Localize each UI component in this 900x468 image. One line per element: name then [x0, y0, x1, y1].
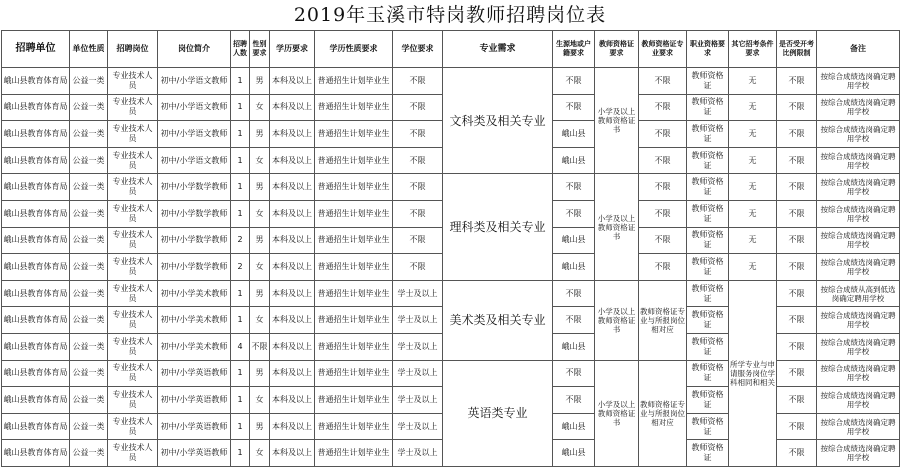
cell-remark: 按综合成绩选岗确定聘用学校	[817, 200, 900, 227]
cell-unit: 峨山县教育体育局	[2, 200, 70, 227]
cell-remark: 按综合成绩选岗确定聘用学校	[817, 307, 900, 334]
cell-cert-major: 不限	[639, 254, 687, 281]
cell-origin: 不限	[553, 200, 595, 227]
cell-post: 专业技术人员	[108, 200, 158, 227]
cell-title-req: 教师资格证	[687, 387, 729, 414]
cell-gender: 女	[250, 387, 270, 414]
cell-post: 专业技术人员	[108, 174, 158, 201]
cell-count: 1	[231, 121, 250, 148]
cell-degree: 学士及以上	[393, 307, 443, 334]
cell-other: 无	[729, 94, 777, 121]
cell-remark: 按综合成绩选岗确定聘用学校	[817, 440, 900, 467]
cell-intro: 初中/小学语文教师	[158, 121, 231, 148]
cell-remark: 按综合成绩选岗确定聘用学校	[817, 174, 900, 201]
cell-unit: 峨山县教育体育局	[2, 227, 70, 254]
cell-nature: 公益一类	[70, 227, 108, 254]
cell-edu: 本科及以上	[270, 94, 315, 121]
cell-ratio: 不限	[777, 440, 817, 467]
cell-ratio: 不限	[777, 280, 817, 307]
cell-unit: 峨山县教育体育局	[2, 68, 70, 95]
cell-count: 1	[231, 174, 250, 201]
cell-origin: 峨山县	[553, 147, 595, 174]
cell-gender: 男	[250, 280, 270, 307]
cell-degree: 不限	[393, 174, 443, 201]
cell-nature: 公益一类	[70, 68, 108, 95]
page-title: 2019年玉溪市特岗教师招聘岗位表	[293, 4, 607, 26]
cell-unit: 峨山县教育体育局	[2, 360, 70, 387]
header-title-req: 职业资格要求	[687, 31, 729, 68]
cell-edu-req: 普通招生计划毕业生	[315, 333, 393, 360]
cell-cert-major: 教师资格证专业与所报岗位相对应	[639, 360, 687, 466]
cell-nature: 公益一类	[70, 413, 108, 440]
cell-origin: 不限	[553, 94, 595, 121]
header-intro: 岗位简介	[158, 31, 231, 68]
cell-title-req: 教师资格证	[687, 413, 729, 440]
cell-title-req: 教师资格证	[687, 280, 729, 307]
cell-edu-req: 普通招生计划毕业生	[315, 121, 393, 148]
cell-post: 专业技术人员	[108, 333, 158, 360]
cell-origin: 峨山县	[553, 121, 595, 148]
cell-origin: 峨山县	[553, 413, 595, 440]
cell-post: 专业技术人员	[108, 280, 158, 307]
cell-other: 无	[729, 254, 777, 281]
cell-other: 无	[729, 227, 777, 254]
cell-post: 专业技术人员	[108, 360, 158, 387]
cell-major: 美术类及相关专业	[443, 280, 553, 360]
cell-degree: 学士及以上	[393, 440, 443, 467]
cell-intro: 初中/小学数学教师	[158, 254, 231, 281]
cell-edu: 本科及以上	[270, 440, 315, 467]
cell-title-req: 教师资格证	[687, 333, 729, 360]
cell-degree: 不限	[393, 94, 443, 121]
cell-edu-req: 普通招生计划毕业生	[315, 387, 393, 414]
cell-post: 专业技术人员	[108, 94, 158, 121]
cell-gender: 男	[250, 227, 270, 254]
header-unit: 招聘单位	[2, 31, 70, 68]
cell-origin: 不限	[553, 387, 595, 414]
cell-cert-major: 不限	[639, 227, 687, 254]
cell-other: 无	[729, 121, 777, 148]
cell-major: 文科类及相关专业	[443, 68, 553, 174]
cell-nature: 公益一类	[70, 94, 108, 121]
cell-unit: 峨山县教育体育局	[2, 387, 70, 414]
cell-title-req: 教师资格证	[687, 440, 729, 467]
cell-title-req: 教师资格证	[687, 68, 729, 95]
cell-edu-req: 普通招生计划毕业生	[315, 440, 393, 467]
cell-ratio: 不限	[777, 94, 817, 121]
cell-origin: 峨山县	[553, 333, 595, 360]
cell-ratio: 不限	[777, 68, 817, 95]
cell-ratio: 不限	[777, 413, 817, 440]
cell-nature: 公益一类	[70, 333, 108, 360]
cell-ratio: 不限	[777, 307, 817, 334]
cell-degree: 不限	[393, 121, 443, 148]
cell-edu-req: 普通招生计划毕业生	[315, 174, 393, 201]
cell-gender: 女	[250, 200, 270, 227]
cell-remark: 按综合成绩选岗确定聘用学校	[817, 94, 900, 121]
cell-unit: 峨山县教育体育局	[2, 94, 70, 121]
cell-intro: 初中/小学美术教师	[158, 307, 231, 334]
cell-nature: 公益一类	[70, 440, 108, 467]
cell-edu-req: 普通招生计划毕业生	[315, 147, 393, 174]
cell-cert: 小学及以上教师资格证书	[595, 360, 639, 466]
cell-cert: 小学及以上教师资格证书	[595, 68, 639, 174]
cell-edu-req: 普通招生计划毕业生	[315, 68, 393, 95]
cell-intro: 初中/小学英语教师	[158, 413, 231, 440]
cell-gender: 女	[250, 307, 270, 334]
cell-degree: 学士及以上	[393, 333, 443, 360]
cell-title-req: 教师资格证	[687, 94, 729, 121]
header-cert-major: 教师资格证专业要求	[639, 31, 687, 68]
cell-count: 4	[231, 333, 250, 360]
cell-other: 无	[729, 147, 777, 174]
table-row	[2, 174, 900, 201]
cell-unit: 峨山县教育体育局	[2, 440, 70, 467]
cell-cert-major: 不限	[639, 200, 687, 227]
cell-nature: 公益一类	[70, 387, 108, 414]
header-other: 其它招考条件要求	[729, 31, 777, 68]
cell-origin: 不限	[553, 174, 595, 201]
cell-ratio: 不限	[777, 200, 817, 227]
header-nature: 单位性质	[70, 31, 108, 68]
cell-remark: 按综合成绩选岗确定聘用学校	[817, 121, 900, 148]
header-row	[2, 31, 900, 68]
cell-count: 1	[231, 200, 250, 227]
cell-other: 无	[729, 200, 777, 227]
cell-unit: 峨山县教育体育局	[2, 254, 70, 281]
cell-gender: 男	[250, 121, 270, 148]
cell-unit: 峨山县教育体育局	[2, 121, 70, 148]
cell-degree: 学士及以上	[393, 280, 443, 307]
cell-title-req: 教师资格证	[687, 360, 729, 387]
cell-remark: 按综合成绩选岗确定聘用学校	[817, 333, 900, 360]
cell-origin: 峨山县	[553, 227, 595, 254]
header-ratio: 是否受开考比例限制	[777, 31, 817, 68]
cell-post: 专业技术人员	[108, 227, 158, 254]
cell-intro: 初中/小学美术教师	[158, 280, 231, 307]
cell-cert-major: 不限	[639, 147, 687, 174]
cell-remark: 按综合成绩选岗确定聘用学校	[817, 387, 900, 414]
cell-intro: 初中/小学英语教师	[158, 360, 231, 387]
cell-remark: 按综合成绩选岗确定聘用学校	[817, 360, 900, 387]
cell-edu: 本科及以上	[270, 307, 315, 334]
header-edu-req: 学历性质要求	[315, 31, 393, 68]
header-remark: 备注	[817, 31, 900, 68]
header-degree: 学位要求	[393, 31, 443, 68]
cell-gender: 女	[250, 254, 270, 281]
cell-edu-req: 普通招生计划毕业生	[315, 254, 393, 281]
cell-cert: 小学及以上教师资格证书	[595, 174, 639, 280]
cell-remark: 按综合成绩从高到低选岗确定聘用学校	[817, 280, 900, 307]
cell-gender: 男	[250, 174, 270, 201]
header-edu: 学历要求	[270, 31, 315, 68]
cell-ratio: 不限	[777, 174, 817, 201]
table-row	[2, 68, 900, 95]
cell-count: 1	[231, 307, 250, 334]
cell-intro: 初中/小学美术教师	[158, 333, 231, 360]
cell-other: 无	[729, 174, 777, 201]
cell-nature: 公益一类	[70, 174, 108, 201]
cell-gender: 女	[250, 94, 270, 121]
cell-edu: 本科及以上	[270, 68, 315, 95]
cell-intro: 初中/小学英语教师	[158, 387, 231, 414]
cell-degree: 不限	[393, 147, 443, 174]
cell-nature: 公益一类	[70, 121, 108, 148]
cell-cert-major: 不限	[639, 174, 687, 201]
cell-remark: 按综合成绩选岗确定聘用学校	[817, 227, 900, 254]
cell-ratio: 不限	[777, 333, 817, 360]
cell-count: 1	[231, 387, 250, 414]
cell-major: 理科类及相关专业	[443, 174, 553, 280]
cell-nature: 公益一类	[70, 307, 108, 334]
header-major: 专业需求	[443, 31, 553, 68]
cell-edu: 本科及以上	[270, 333, 315, 360]
cell-count: 2	[231, 227, 250, 254]
cell-intro: 初中/小学语文教师	[158, 94, 231, 121]
cell-count: 1	[231, 360, 250, 387]
cell-title-req: 教师资格证	[687, 121, 729, 148]
cell-origin: 不限	[553, 307, 595, 334]
header-origin: 生源地或户籍要求	[553, 31, 595, 68]
recruitment-table	[1, 30, 900, 467]
cell-title-req: 教师资格证	[687, 227, 729, 254]
cell-count: 2	[231, 254, 250, 281]
cell-origin: 峨山县	[553, 254, 595, 281]
cell-intro: 初中/小学语文教师	[158, 147, 231, 174]
cell-edu: 本科及以上	[270, 413, 315, 440]
cell-title-req: 教师资格证	[687, 200, 729, 227]
cell-count: 1	[231, 413, 250, 440]
cell-degree: 不限	[393, 68, 443, 95]
cell-cert-major: 不限	[639, 68, 687, 95]
cell-gender: 女	[250, 147, 270, 174]
cell-ratio: 不限	[777, 147, 817, 174]
cell-count: 1	[231, 147, 250, 174]
cell-edu: 本科及以上	[270, 121, 315, 148]
cell-remark: 按综合成绩选岗确定聘用学校	[817, 147, 900, 174]
cell-edu: 本科及以上	[270, 387, 315, 414]
cell-degree: 学士及以上	[393, 387, 443, 414]
cell-ratio: 不限	[777, 121, 817, 148]
cell-gender: 男	[250, 360, 270, 387]
cell-nature: 公益一类	[70, 147, 108, 174]
cell-gender: 男	[250, 413, 270, 440]
cell-other: 无	[729, 68, 777, 95]
cell-title-req: 教师资格证	[687, 307, 729, 334]
table-row	[2, 280, 900, 307]
cell-degree: 学士及以上	[393, 413, 443, 440]
cell-ratio: 不限	[777, 254, 817, 281]
cell-ratio: 不限	[777, 227, 817, 254]
cell-intro: 初中/小学数学教师	[158, 174, 231, 201]
cell-edu: 本科及以上	[270, 360, 315, 387]
cell-cert-major: 教师资格证专业与所报岗位相对应	[639, 280, 687, 360]
cell-edu: 本科及以上	[270, 227, 315, 254]
cell-post: 专业技术人员	[108, 440, 158, 467]
header-gender: 性别要求	[250, 31, 270, 68]
header-post: 招聘岗位	[108, 31, 158, 68]
cell-edu-req: 普通招生计划毕业生	[315, 94, 393, 121]
cell-remark: 按综合成绩选岗确定聘用学校	[817, 254, 900, 281]
cell-cert: 小学及以上教师资格证书	[595, 280, 639, 360]
cell-edu: 本科及以上	[270, 280, 315, 307]
cell-gender: 男	[250, 68, 270, 95]
cell-unit: 峨山县教育体育局	[2, 174, 70, 201]
cell-unit: 峨山县教育体育局	[2, 280, 70, 307]
cell-count: 1	[231, 68, 250, 95]
cell-intro: 初中/小学英语教师	[158, 440, 231, 467]
cell-count: 1	[231, 94, 250, 121]
cell-cert-major: 不限	[639, 121, 687, 148]
cell-cert-major: 不限	[639, 94, 687, 121]
cell-nature: 公益一类	[70, 254, 108, 281]
cell-post: 专业技术人员	[108, 121, 158, 148]
cell-edu-req: 普通招生计划毕业生	[315, 360, 393, 387]
cell-unit: 峨山县教育体育局	[2, 333, 70, 360]
cell-remark: 按综合成绩选岗确定聘用学校	[817, 413, 900, 440]
cell-edu-req: 普通招生计划毕业生	[315, 307, 393, 334]
cell-post: 专业技术人员	[108, 254, 158, 281]
cell-intro: 初中/小学语文教师	[158, 68, 231, 95]
cell-count: 1	[231, 440, 250, 467]
cell-origin: 不限	[553, 68, 595, 95]
cell-nature: 公益一类	[70, 200, 108, 227]
cell-edu-req: 普通招生计划毕业生	[315, 227, 393, 254]
cell-major: 英语类专业	[443, 360, 553, 466]
cell-degree: 不限	[393, 200, 443, 227]
cell-other: 所学专业与申请服务岗位学科相同和相关	[729, 280, 777, 466]
cell-origin: 峨山县	[553, 440, 595, 467]
cell-intro: 初中/小学数学教师	[158, 200, 231, 227]
cell-intro: 初中/小学数学教师	[158, 227, 231, 254]
cell-edu: 本科及以上	[270, 254, 315, 281]
cell-unit: 峨山县教育体育局	[2, 307, 70, 334]
cell-origin: 不限	[553, 280, 595, 307]
cell-unit: 峨山县教育体育局	[2, 413, 70, 440]
cell-title-req: 教师资格证	[687, 147, 729, 174]
cell-edu-req: 普通招生计划毕业生	[315, 413, 393, 440]
cell-edu-req: 普通招生计划毕业生	[315, 200, 393, 227]
cell-remark: 按综合成绩选岗确定聘用学校	[817, 68, 900, 95]
cell-unit: 峨山县教育体育局	[2, 147, 70, 174]
cell-edu: 本科及以上	[270, 174, 315, 201]
cell-nature: 公益一类	[70, 280, 108, 307]
cell-post: 专业技术人员	[108, 413, 158, 440]
cell-gender: 不限	[250, 333, 270, 360]
cell-edu-req: 普通招生计划毕业生	[315, 280, 393, 307]
cell-post: 专业技术人员	[108, 68, 158, 95]
cell-post: 专业技术人员	[108, 147, 158, 174]
cell-post: 专业技术人员	[108, 387, 158, 414]
cell-edu: 本科及以上	[270, 200, 315, 227]
header-cert: 教师资格证要求	[595, 31, 639, 68]
cell-edu: 本科及以上	[270, 147, 315, 174]
header-count: 招聘人数	[231, 31, 250, 68]
cell-ratio: 不限	[777, 387, 817, 414]
cell-degree: 不限	[393, 254, 443, 281]
cell-title-req: 教师资格证	[687, 254, 729, 281]
cell-count: 1	[231, 280, 250, 307]
cell-nature: 公益一类	[70, 360, 108, 387]
cell-origin: 不限	[553, 360, 595, 387]
cell-ratio: 不限	[777, 360, 817, 387]
cell-degree: 不限	[393, 227, 443, 254]
cell-title-req: 教师资格证	[687, 174, 729, 201]
cell-degree: 学士及以上	[393, 360, 443, 387]
cell-post: 专业技术人员	[108, 307, 158, 334]
cell-gender: 女	[250, 440, 270, 467]
